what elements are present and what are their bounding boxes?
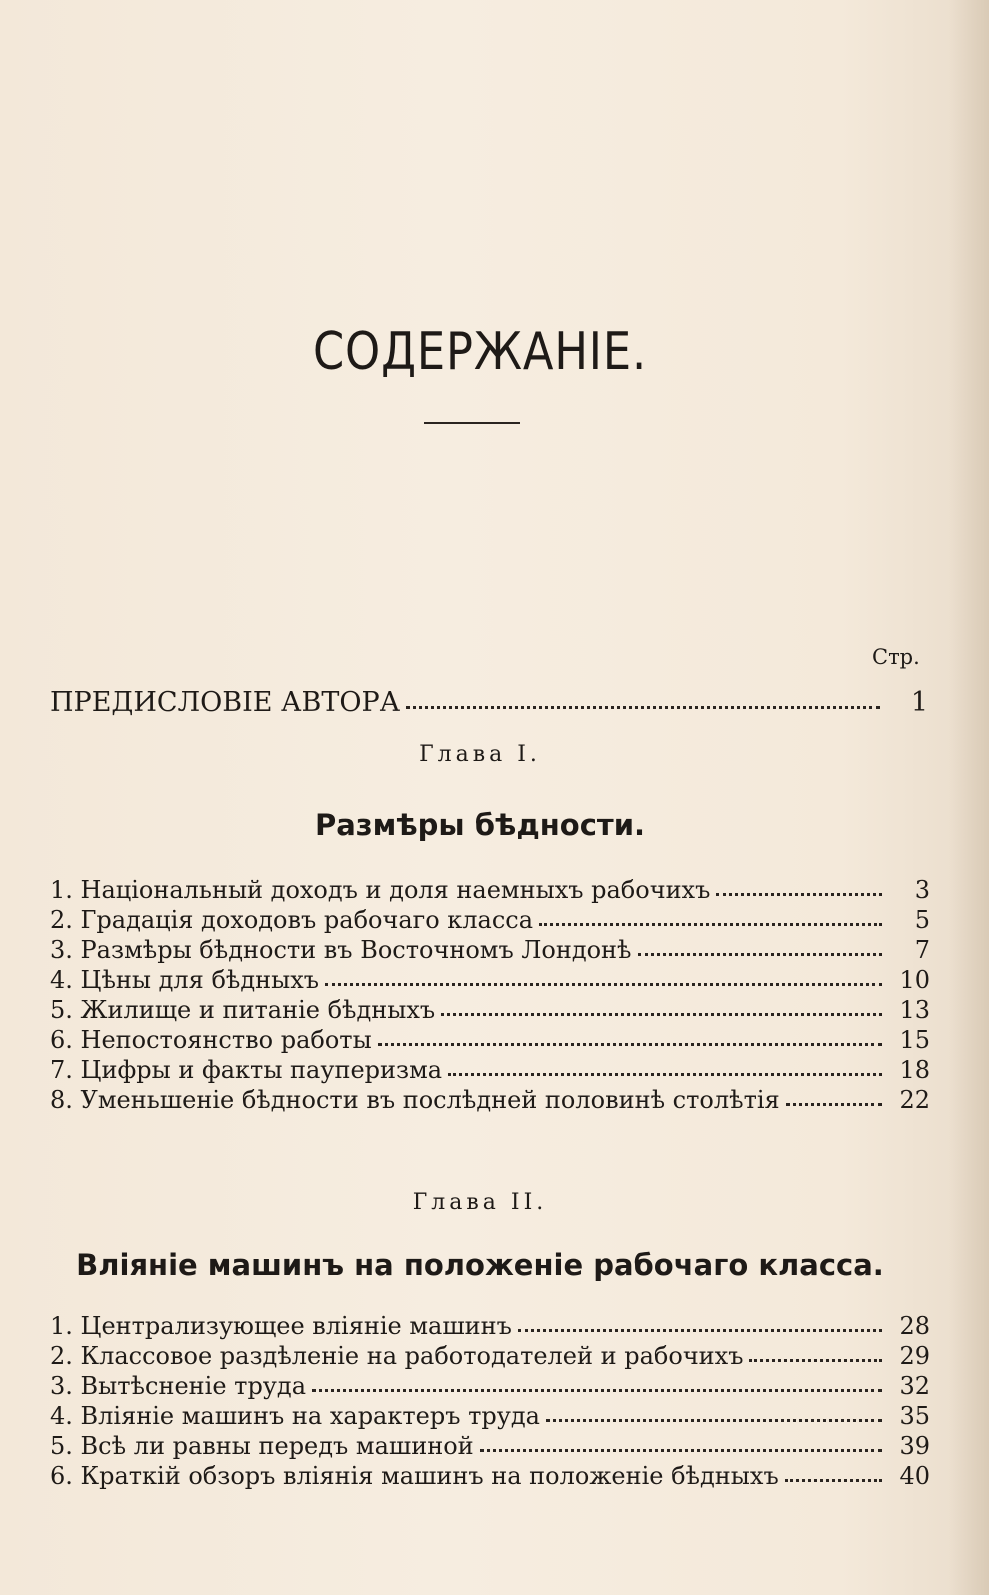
- dot-leader: [716, 881, 882, 896]
- toc-entry: [50, 1462, 930, 1492]
- toc-entry: [50, 906, 930, 936]
- chapter-heading: Глава II.: [412, 1190, 548, 1215]
- toc-entry-page: 32: [899, 1372, 930, 1400]
- toc-entry-page: 40: [899, 1462, 930, 1490]
- dot-leader: [546, 1407, 882, 1422]
- dot-leader: [539, 911, 882, 926]
- toc-entry-page: 10: [899, 966, 930, 994]
- toc-entry-label: 3. Размѣры бѣдности въ Восточномъ Лондонѣ: [50, 936, 632, 964]
- toc-entry-label: 5. Всѣ ли равны передъ машиной: [50, 1432, 474, 1460]
- toc-entry: [50, 966, 930, 996]
- toc-preface-entry: [50, 687, 928, 721]
- toc-entry: [50, 1342, 930, 1372]
- dot-leader: [518, 1317, 882, 1332]
- toc-entry-page: 18: [899, 1056, 930, 1084]
- toc-entry-label: 3. Вытѣсненіе труда: [50, 1372, 307, 1400]
- toc-entry-page: 5: [914, 906, 930, 934]
- page-title: СОДЕРЖАНІЕ.: [312, 322, 648, 382]
- toc-entry-page: 39: [899, 1432, 930, 1460]
- dot-leader: [749, 1347, 882, 1362]
- toc-entry-label: 6. Непостоянство работы: [50, 1026, 372, 1054]
- chapter-title: Размѣры бѣдности.: [314, 808, 646, 842]
- dot-leader: [406, 693, 880, 710]
- toc-entry-page: 28: [899, 1312, 930, 1340]
- toc-entry-page: 3: [914, 876, 930, 904]
- dot-leader: [441, 1001, 882, 1016]
- toc-entry-label: ПРЕДИСЛОВІЕ АВТОРА: [50, 687, 401, 718]
- toc-entry: [50, 1312, 930, 1342]
- dot-leader: [638, 941, 882, 956]
- toc-entry-page: 1: [910, 687, 928, 718]
- chapter-heading: Глава I.: [419, 742, 541, 767]
- title-divider: [424, 422, 520, 424]
- toc-entry: [50, 876, 930, 906]
- page-column-label: Стр.: [872, 645, 920, 669]
- toc-entry-page: 29: [899, 1342, 930, 1370]
- toc-entry-label: 2. Классовое раздѣленіе на работодателей и рабочихъ: [50, 1342, 744, 1370]
- page-edge-shadow: [949, 0, 989, 1595]
- toc-entry-label: 8. Уменьшеніе бѣдности въ послѣдней половинѣ столѣтія: [50, 1086, 780, 1114]
- dot-leader: [480, 1437, 882, 1452]
- toc-entry: [50, 1026, 930, 1056]
- toc-entry-page: 15: [899, 1026, 930, 1054]
- toc-entry: [50, 1402, 930, 1432]
- toc-entry-page: 13: [899, 996, 930, 1024]
- toc-entry-page: 7: [914, 936, 930, 964]
- toc-entry: [50, 1432, 930, 1462]
- toc-entry: [50, 936, 930, 966]
- dot-leader: [325, 971, 882, 986]
- toc-entry-label: 1. Національный доходъ и доля наемныхъ рабочихъ: [50, 876, 711, 904]
- dot-leader: [448, 1061, 882, 1076]
- toc-entry-label: 6. Краткій обзоръ вліянія машинъ на положеніе бѣдныхъ: [50, 1462, 779, 1490]
- dot-leader: [378, 1031, 882, 1046]
- toc-entry: [50, 1086, 930, 1116]
- toc-entry: [50, 1056, 930, 1086]
- toc-entry-label: 7. Цифры и факты пауперизма: [50, 1056, 443, 1084]
- toc-entry-page: 35: [899, 1402, 930, 1430]
- toc-entry-label: 5. Жилище и питаніе бѣдныхъ: [50, 996, 436, 1024]
- toc-entry-label: 4. Цѣны для бѣдныхъ: [50, 966, 320, 994]
- toc-entry-page: 22: [899, 1086, 930, 1114]
- toc-entry: [50, 996, 930, 1026]
- toc-entry-label: 1. Централизующее вліяніе машинъ: [50, 1312, 512, 1340]
- toc-entry-label: 2. Градація доходовъ рабочаго класса: [50, 906, 534, 934]
- chapter-title: Вліяніе машинъ на положеніе рабочаго класса.: [76, 1248, 884, 1282]
- dot-leader: [786, 1091, 882, 1106]
- dot-leader: [785, 1467, 882, 1482]
- toc-entry: [50, 1372, 930, 1402]
- dot-leader: [312, 1377, 882, 1392]
- toc-entry-label: 4. Вліяніе машинъ на характеръ труда: [50, 1402, 540, 1430]
